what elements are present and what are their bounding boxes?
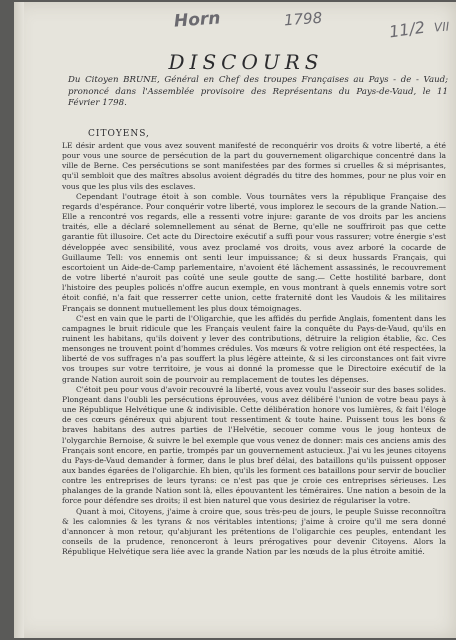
paragraph: LE désir ardent que vous avez souvent manifesté de reconquérir vos droits & votre liberté, a été pour vous une source de persécution de la part du gouvernement oligarchique concentré dans la ville de Berne. Ces persécutions se sont manifestées par des formes si cruelles & si méprisantes, qu'il sembloit que des maîtres absolus avoient dégradés du titre des hommes, pour ne plus voir en vous que les plus vils des esclaves. [62,141,446,191]
document-subtitle: Du Citoyen BRUNE, Général en Chef des troupes Françaises au Pays - de - Vaud; prononcé dans l'Assemblée provisoire des Représentans du Pays-de-Vaud, le 11 Février 1798. [68,75,448,109]
handwritten-year: 1798 [283,8,323,30]
document-body [62,141,446,557]
paragraph: C'étoit peu pour vous d'avoir recouvré la liberté, vous avez voulu l'asseoir sur des bases solides. Plongeant dans l'oubli les persécutions éprouvées, vous avez délibéré l'union de votre beau pays à une République Helvétique une & indivisible. Cette délibération honore vos lumières, & fait l'éloge de ces cœurs généreux qui abjurent tout ressentiment & toute haine. Puissent tous les bons & braves habitans des autres parties de l'Helvétie, secouer comme vous le joug honteux de l'olygarchie Bernoise, & suivre le bel exemple que vous venez de donner: mais ces anciens amis des Français sont encore, en partie, trompés par un gouvernement astucieux. J'ai vu les jeunes citoyens du Pays-de-Vaud demander à former, dans le plus bref délai, des bataillons qu'ils puissent opposer aux bandes égarées de l'oligarchie. Eh bien, qu'ils les forment ces bataillons pour servir de bouclier contre les entreprises de leurs tyrans: ce n'est pas que je croie ces entreprises sérieuses. Les phalanges de la grande Nation sont là, elles épouvantent les téméraires. Une nation a besoin de la force pour défendre ses droits; il est bien naturel que vous desiriez de régulariser la votre. [62,384,446,506]
handwritten-note: Horn [173,8,222,32]
paragraph: C'est en vain que le parti de l'Oligarchie, que les affidés du perfide Anglais, fomentent dans les campagnes le bruit ridicule que les Français veulent faire la conquête du Pays-de-Vaud, qu'ils en ruinent les habitans, qu'ils doivent y lever des contributions, détruire la religion établie, &c. Ces mensonges ne trouvent point d'hommes crédules. Vos mœurs & votre religion ont été respectées, la liberté de vos suffrages n'a pas souffert la plus légère atteinte, & si les circonstances ont fait vivre vos troupes sur votre territoire, je vous ai donné la promesse que le Directoire exécutif de la grande Nation auroit soin de pourvoir au remplacement de toutes les dépenses. [62,313,446,384]
document-page [14,2,456,638]
salutation: CITOYENS, [88,129,150,139]
page-fold-shadow [14,2,24,638]
document-title: DISCOURS [168,50,324,74]
handwritten-volume: VII [433,19,450,35]
paragraph: Quant à moi, Citoyens, j'aime à croire que, sous très-peu de jours, le peuple Suisse reconnoîtra & les calomnies & les tyrans & nos véritables intentions; j'aime à croire qu'il me sera donné d'annoncer à mon retour, qu'abjurant les prétentions de l'oligarchie ces peuples, entendant les conseils de la prudence, renonceront à leurs prérogatives pour devenir Citoyens. Alors la République Helvétique sera liée avec la grande Nation par les nœuds de la plus étroite amitié. [62,506,446,557]
paragraph: Cependant l'outrage étoit à son comble. Vous tournâtes vers la république Française des regards d'espérance. Pour conquérir votre liberté, vous implorez le secours de la grande Nation.— Elle a rencontré vos regards, elle a ressenti votre injure: garante de vos droits par les anciens traités, elle a déclaré solemnellement au sénat de Berne, qu'elle ne souffriroit pas que cette garantie fût illusoire. Cet acte du Directoire exécutif a suffi pour vous rassurer; votre énergie s'est développée avec sensibilité, vous avez proclamé vos droits, vous avez arboré la cocarde de Guillaume Tell: vos ennemis ont senti leur impuissance; & si deux hussards Français, qui escortoient un Aide-de-Camp parlementaire, n'avoient été lâchement assassinés, le recouvrement de votre liberté n'auroit pas coûté une seule goutte de sang.— Cette hostilité barbare, dont l'histoire des peuples policés n'offre aucun exemple, en vous montrant à quels ennemis votre sort étoit confié, n'a fait que resserrer cette union, cette fraternité dont les Vaudois & les militaires Français se donnent mutuellement les plus doux témoignages. [62,191,446,313]
handwritten-reference: 11/2 [387,17,427,42]
